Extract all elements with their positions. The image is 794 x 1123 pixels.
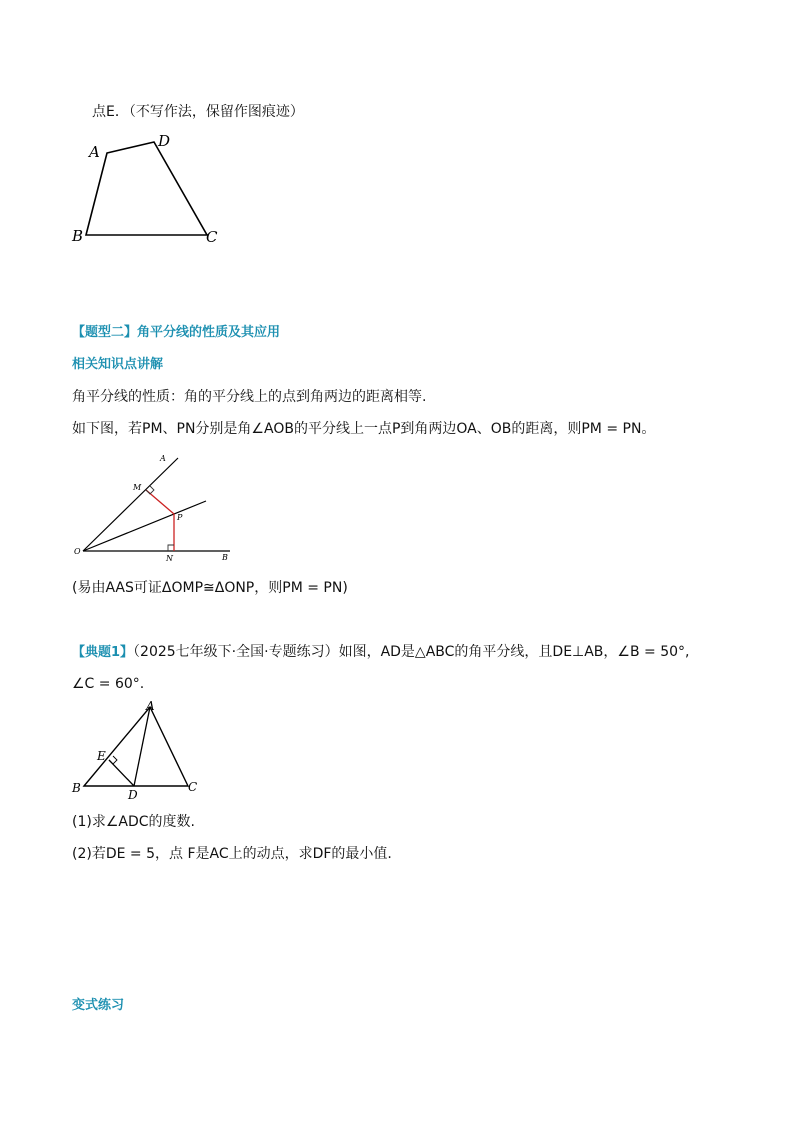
label-b: B	[72, 227, 84, 245]
label-n: N	[166, 554, 173, 563]
proof-note: (易由AAS可证ΔOMP≅ΔONP，则PM = PN)	[72, 580, 348, 596]
bisector-ray	[83, 501, 206, 551]
label-c: C	[206, 228, 218, 246]
label-a: A	[146, 699, 155, 713]
label-a: A	[89, 143, 100, 161]
variant-practice-title: 变式练习	[72, 998, 125, 1013]
example-text: （2025七年级下·全国·专题练习）如图，AD是△ABC的角平分线，且DE⊥AB，∠B = 50°,	[133, 644, 690, 660]
example-tag: 【典题1】	[72, 645, 134, 660]
label-e: E	[97, 749, 106, 763]
quadrilateral-figure	[66, 130, 226, 250]
example-line2: ∠C = 60°.	[72, 676, 145, 692]
label-b: B	[222, 553, 228, 562]
question-2: (2)若DE = 5，点 F是AC上的动点，求DF的最小值.	[72, 846, 392, 862]
intro-text: 点E．（不写作法，保留作图痕迹）	[92, 104, 304, 120]
label-m: M	[133, 483, 142, 492]
section-title: 【题型二】角平分线的性质及其应用	[72, 325, 281, 340]
label-d: D	[158, 132, 171, 150]
property-text: 角平分线的性质：角的平分线上的点到角两边的距离相等.	[72, 389, 427, 405]
right-angle-mark-e	[109, 756, 117, 764]
triangle-figure	[66, 698, 216, 803]
angle-bisector-figure	[66, 448, 246, 566]
quadrilateral-shape	[86, 142, 207, 235]
explain-text: 如下图，若PM、PN分别是角∠AOB的平分线上一点P到角两边OA、OB的距离，则PM = PN。	[72, 421, 656, 437]
label-c: C	[188, 780, 198, 794]
label-a: A	[160, 454, 166, 463]
section-subtitle: 相关知识点讲解	[72, 357, 164, 372]
label-o: O	[74, 547, 81, 556]
segment-ad	[134, 707, 150, 786]
question-1: (1)求∠ADC的度数.	[72, 814, 195, 830]
example-line1	[72, 642, 689, 662]
label-b: B	[72, 781, 81, 795]
label-p: P	[177, 513, 183, 522]
right-angle-mark-n	[168, 545, 174, 551]
label-d: D	[128, 788, 138, 802]
